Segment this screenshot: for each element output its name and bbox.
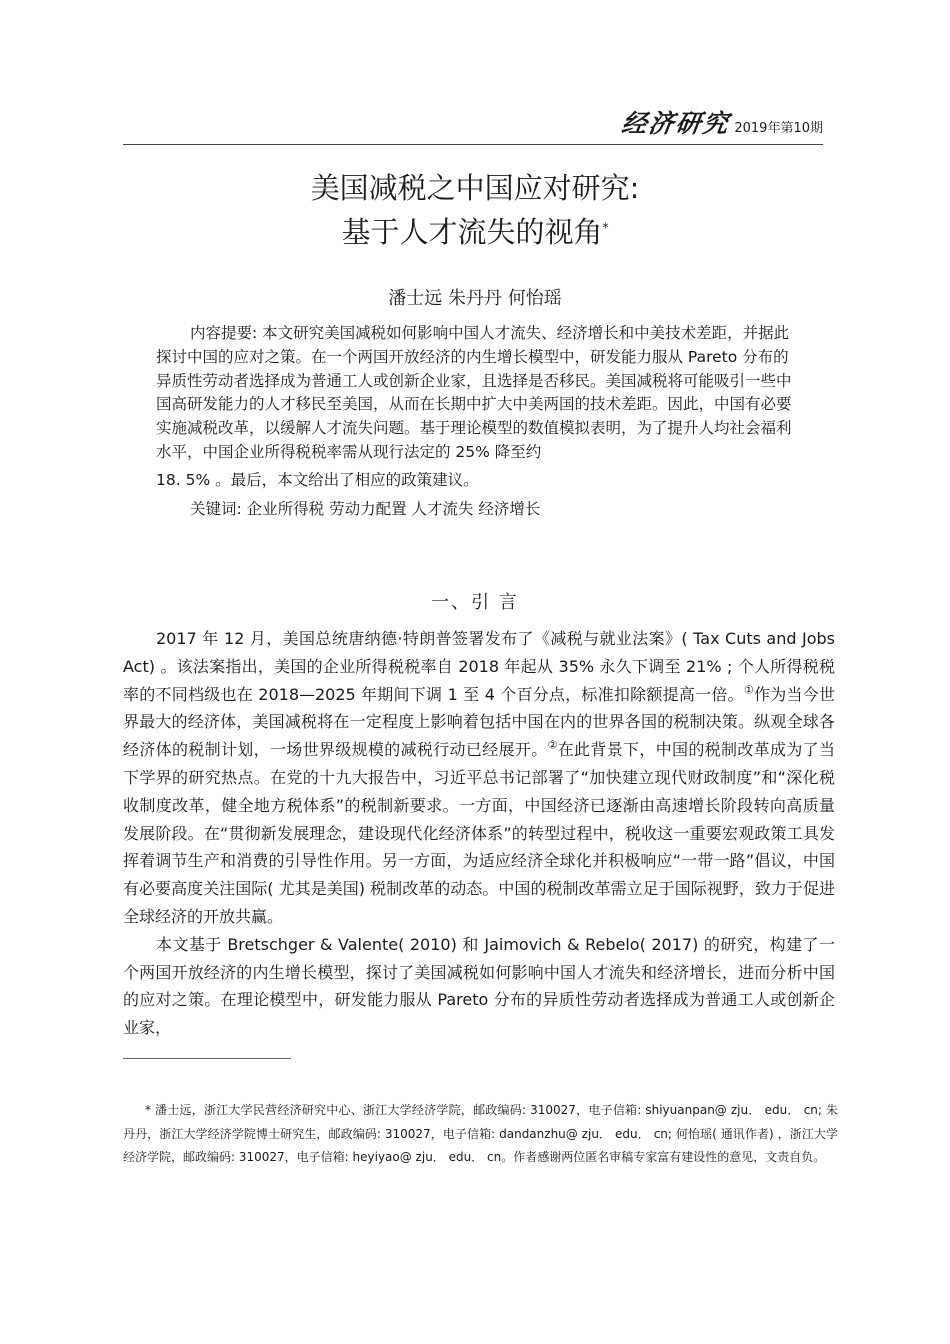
running-header [123,109,823,145]
section-heading: 一、引 言 [431,592,519,613]
footnote [123,1099,838,1170]
authors: 潘士远 朱丹丹 何怡瑶 [388,288,562,309]
issue-label: 2019年第10期 [734,121,823,136]
journal-logo: 经济研究 [620,109,733,138]
footnote-text: * 潘士远，浙江大学民营经济研究中心、浙江大学经济学院，邮政编码: 310027，电子信箱: shiyuanpan@ zju． edu． cn; 朱丹丹，浙江大学经济学院博士研究生，邮政编码: 310027，电子信箱: dandanzhu@ zju． edu． cn; 何怡瑶( 通讯作者) ，浙江大学经济学院，邮政编码: 310027，电子信箱: heyiyao@ zju． edu． cn。作者感谢两位匿名审稿专家富有建设性的意见，文责自负。 [123,1103,838,1164]
header-right [622,104,823,140]
body-paragraph-1 [123,625,835,931]
keywords: 关键词: 企业所得税 劳动力配置 人才流失 经济增长 [190,499,541,518]
abstract [156,322,796,521]
footnote-divider [123,1058,291,1059]
footnote-ref-1: ① [743,683,754,697]
title-footnote-marker: * [602,220,609,235]
body-p1-part-c: 在此背景下，中国的税制改革成为了当下学界的研究热点。在党的十九大报告中，习近平总书记部署了“加快建立现代财政制度”和“深化税收制度改革，健全地方税体系”的税制新要求。一方面，中国经济已逐渐由高速增长阶段转向高质量发展阶段。在“贯彻新发展理念，建设现代化经济体系”的转型过程中，税收这一重要宏观政策工具发挥着调节生产和消费的引导性作用。另一方面，为适应经济全球化并积极响应“一带一路”倡议，中国有必要高度关注国际( 尤其是美国) 税制改革的动态。中国的税制改革需立足于国际视野，致力于促进全球经济的开放共赢。 [123,740,835,926]
footnote-ref-2: ② [547,738,558,752]
title-line-1: 美国减税之中国应对研究: [310,171,640,205]
body-p1-part-b: 作为当今世界最大的经济体，美国减税将在一定程度上影响着包括中国在内的世界各国的税制决策。纵观全球各经济体的税制计划，一场世界级规模的减税行动已经展开。 [123,684,835,760]
body-paragraph-2: 本文基于 Bretschger & Valente( 2010) 和 Jaimovich & Rebelo( 2017) 的研究，构建了一个两国开放经济的内生增长模型，探讨了美国减税如何影响中国人才流失和经济增长，进而分析中国的应对之策。在理论模型中，研发能力服从 Pareto 分布的异质性劳动者选择成为普通工人或创新企业家， [123,934,835,1038]
abstract-continuation: 18. 5% 。最后，本文给出了相应的政策建议。 [156,470,479,489]
title-line-2-text: 基于人才流失的视角 [341,215,603,249]
title-line-2 [0,210,950,254]
body-p1-part-a: 2017 年 12 月，美国总统唐纳德·特朗普签署发布了《减税与就业法案》( Tax Cuts and Jobs Act) 。该法案指出，美国的企业所得税税率自 2018 年起从 35% 永久下调至 21% ; 个人所得税税率的不同档级也在 2018—2025 年期间下调 1 至 4 个百分点，标准扣除额提高一倍。 [123,629,835,704]
abstract-text: 内容提要: 本文研究美国减税如何影响中国人才流失、经济增长和中美技术差距，并据此探讨中国的应对之策。在一个两国开放经济的内生增长模型中，研发能力服从 Pareto 分布的异质性劳动者选择成为普通工人或创新企业家，且选择是否移民。美国减税将可能吸引一些中国高研发能力的人才移民至美国，从而在长期中扩大中美两国的技术差距。因此，中国有必要实施减税改革，以缓解人才流失问题。基于理论模型的数值模拟表明，为了提升人均社会福利水平，中国企业所得税税率需从现行法定的 25% 降至约 [156,324,792,461]
article-title [0,166,950,254]
body-text [123,625,835,1042]
